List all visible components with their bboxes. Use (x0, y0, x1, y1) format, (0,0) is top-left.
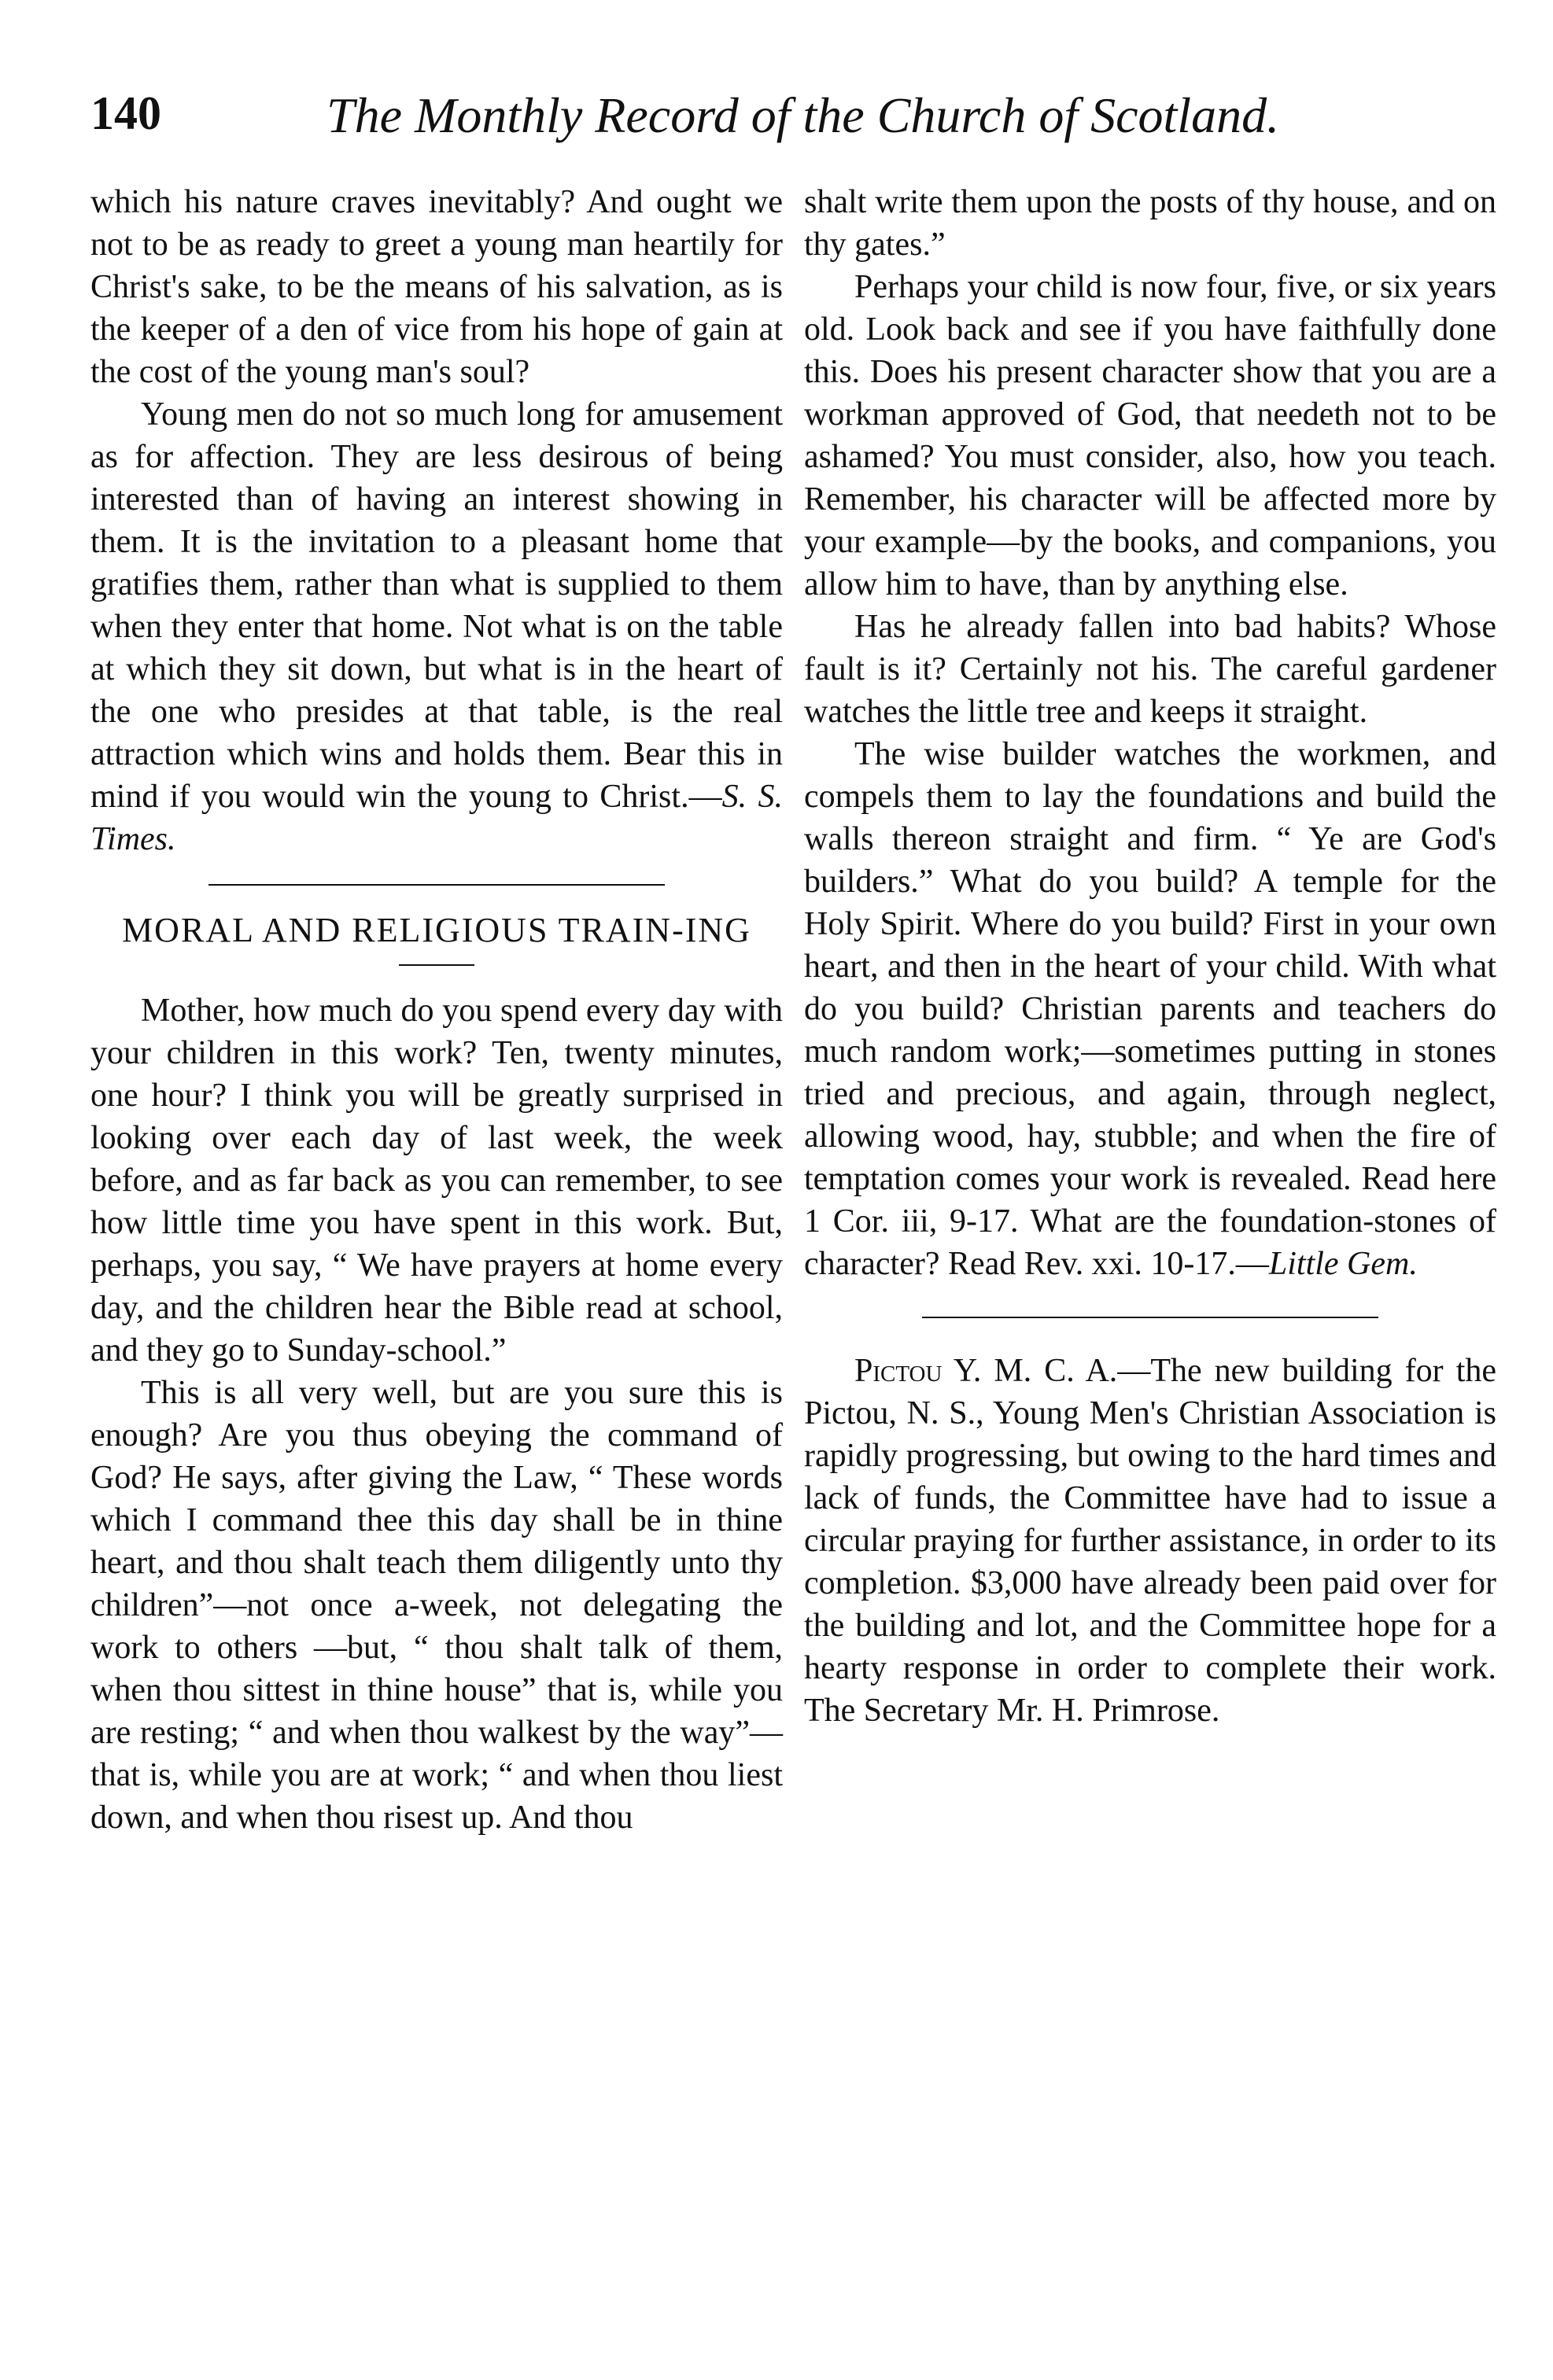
notice-divider (922, 1317, 1378, 1318)
section-divider (208, 884, 665, 886)
bad-habits-paragraph: Has he already fallen into bad habits? Whose fault is it? Certainly not his. The careful gardener watches the little tree and keeps it straight. (804, 609, 1496, 730)
builder-text: The wise builder watches the workmen, and compels them to lay the foundations and build the walls thereon straight and firm. “ Ye are God's builders.” What do you build? A temple for the Holy Spirit. Where do you build? First in your own heart, and then in the heart of your child. With what do you build? Christian parents and teachers do much random work;—sometimes putting in stones tried and precious, and again, through neglect, allowing wood, hay, stubble; and when the fire of temptation comes your work is revealed. Read here 1 Cor. iii, 9-17. What are the foundation-stones of character? Read Rev. xxi. 10-17.— (804, 736, 1496, 1282)
notice-text: —The new building for the Pictou, N. S., Young Men's Christian Association is rapidly progressing, but owing to the hard times and lack of funds, the Committee have had to issue a circular praying for further assistance, in order to its completion. $3,000 have already been paid over for the building and lot, and the Committee hope for a hearty response in order to complete their work. The Secretary Mr. H. Primrose. (804, 1353, 1497, 1729)
left-column (90, 181, 783, 1839)
heading-divider (399, 964, 474, 966)
mother-paragraph: Mother, how much do you spend every day with your children in this work? Ten, twenty minutes, one hour? I think you will be greatly surprised in looking over each day of last week, the week before, and as far back as you can remember, to see how little time you have spent in this work. But, perhaps, you say, “ We have prayers at home every day, and the children hear the Bible read at school, and they go to Sunday-school.” (90, 993, 783, 1369)
child-age-paragraph: Perhaps your child is now four, five, or six years old. Look back and see if you have faithfully done this. Does his present character show that you are a workman approved of God, that needeth not to be ashamed? You must consider, also, how you teach. Remember, his character will be affected more by your example—by the books, and companions, you allow him to have, than by anything else. (804, 269, 1496, 602)
right-column (804, 181, 1496, 1732)
young-men-paragraph (90, 393, 783, 860)
builder-paragraph (804, 733, 1496, 1285)
source-ss-times: S. S. Times. (90, 779, 784, 857)
notice-lead: Pictou Y. M. C. A. (854, 1353, 1118, 1389)
page-number: 140 (90, 87, 161, 139)
pictou-notice-paragraph (804, 1350, 1496, 1732)
source-little-gem: Little Gem. (1268, 1246, 1418, 1282)
young-men-text: Young men do not so much long for amusement as for affection. They are less desirous of being interested than of having an interest showing in them. It is the invitation to a pleasant home that gratifies them, rather than what is supplied to them when they enter that home. Not what is on the table at which they sit down, but what is in the heart of the one who presides at that table, is the real attraction which wins and holds them. Bear this in mind if you would win the young to Christ.— (90, 396, 783, 815)
section-heading-moral-training: MORAL AND RELIGIOUS TRAIN-ING (122, 911, 751, 949)
running-title: The Monthly Record of the Church of Scotland. (326, 87, 1280, 143)
right-continuation-paragraph: shalt write them upon the posts of thy house, and on thy gates.” (804, 184, 1496, 263)
page-header (90, 87, 1302, 165)
command-paragraph: This is all very well, but are you sure this is enough? Are you thus obeying the command of God? He says, after giving the Law, “ These words which I command thee this day shall be in thine heart, and thou shalt teach them diligently unto thy children”—not once a-week, not delegating the work to others —but, “ thou shalt talk of them, when thou sittest in thine house” that is, while you are resting; “ and when thou walkest by the way”—that is, while you are at work; “ and when thou liest down, and when thou risest up. And thou (90, 1375, 783, 1836)
left-continuation-paragraph: which his nature craves inevitably? And ought we not to be as ready to greet a young man heartily for Christ's sake, to be the means of his salvation, as is the keeper of a den of vice from his hope of gain at the cost of the young man's soul? (90, 184, 783, 390)
